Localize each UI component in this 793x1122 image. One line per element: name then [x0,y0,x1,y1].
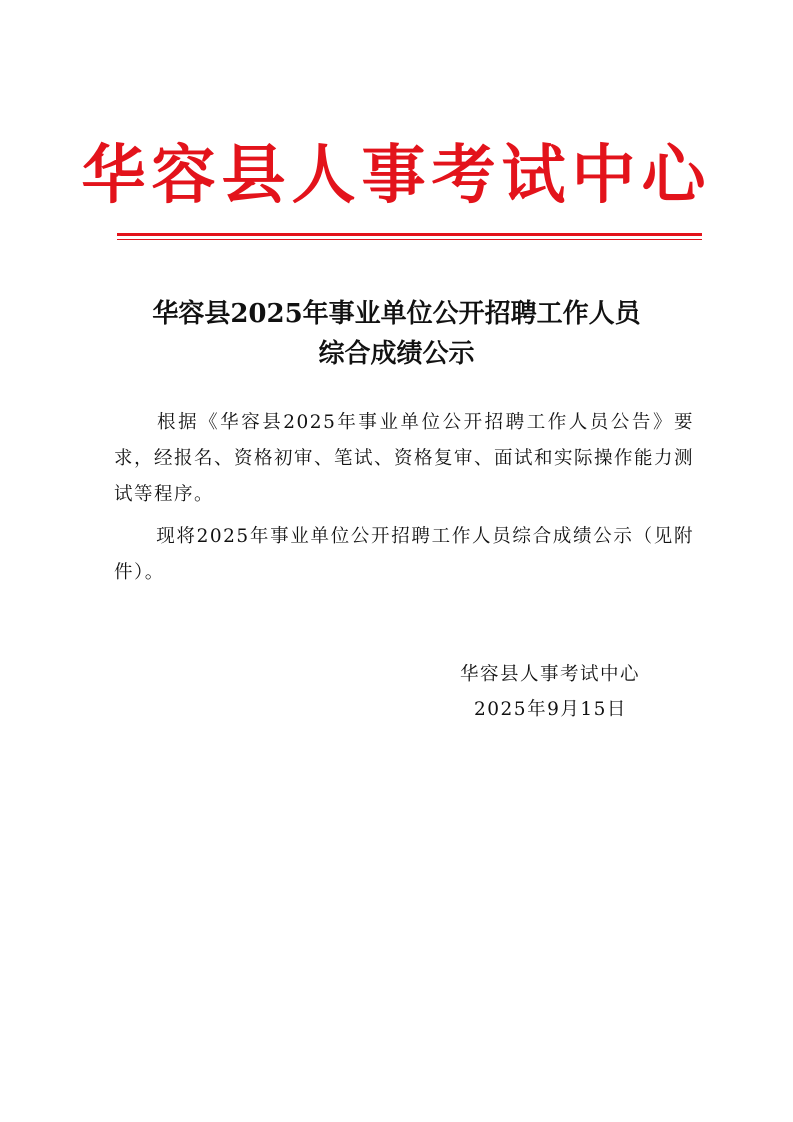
signature-date: 2025年9月15日 [474,699,627,720]
masthead-red-rule-thick [117,233,702,236]
signature-org: 华容县人事考试中心 [460,664,641,685]
masthead-red-rule-thin [117,239,702,240]
body-paragraph-2 [114,519,694,591]
body-paragraph-1-text: 根据《华容县2025年事业单位公开招聘工作人员公告》要求，经报名、资格初审、笔试、资格复审、面试和实际操作能力测试等程序。 [114,412,695,505]
body-paragraph-1 [114,405,694,513]
document-title-line2: 综合成绩公示 [318,339,475,369]
body-paragraph-2-text: 现将2025年事业单位公开招聘工作人员综合成绩公示（见附件）。 [114,526,694,583]
masthead-org-name: 华容县人事考试中心 [81,138,712,213]
document-title-line1: 华容县2025年事业单位公开招聘工作人员 [152,299,641,329]
